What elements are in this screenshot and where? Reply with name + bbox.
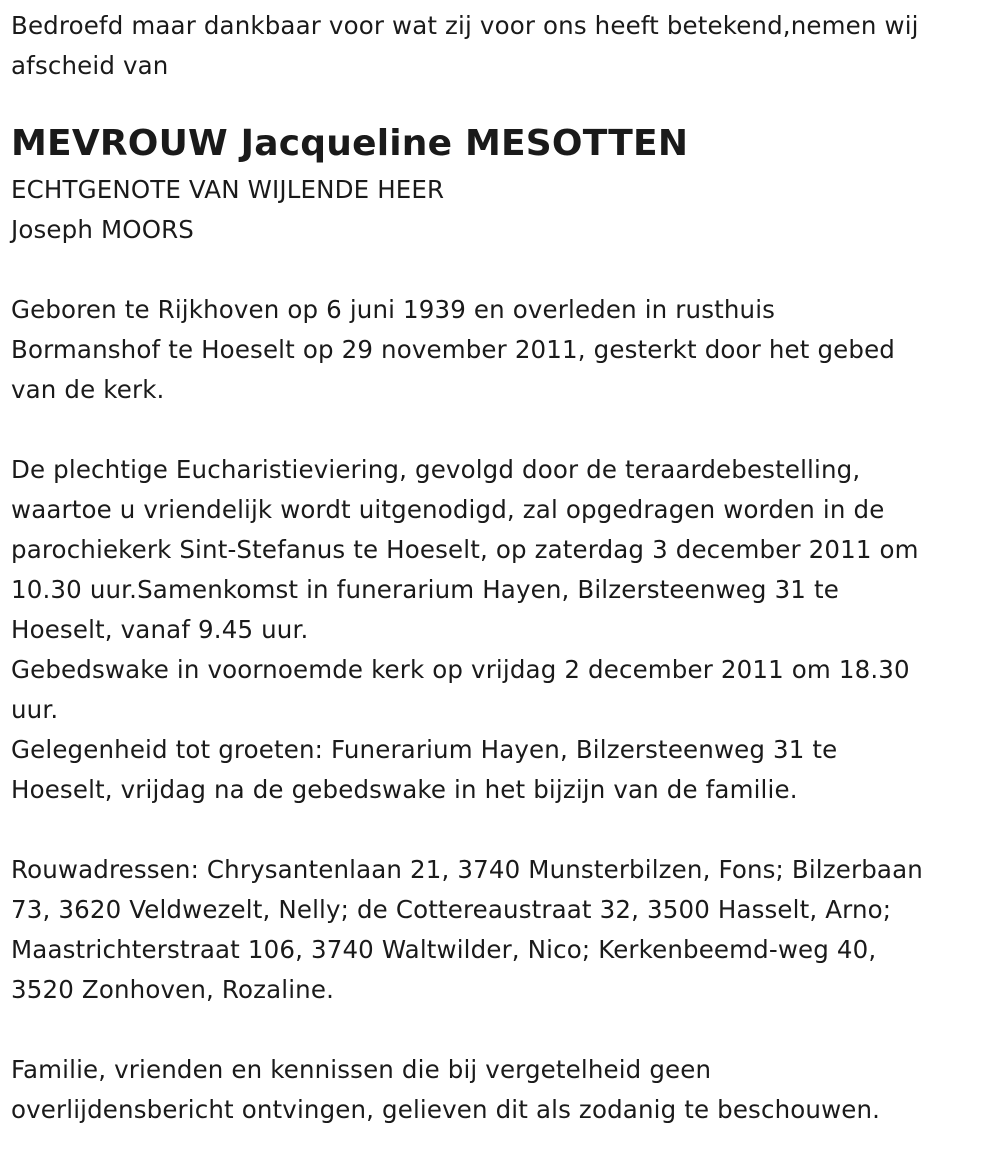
text-line: Gebedswake in voornoemde kerk op vrijdag 2 december 2011 om 18.30 [11, 655, 910, 684]
text-line: waartoe u vriendelijk wordt uitgenodigd, zal opgedragen worden in de [11, 495, 885, 524]
text-line: De plechtige Eucharistieviering, gevolgd door de teraardebestelling, [11, 455, 861, 484]
paragraph-gap [11, 1010, 991, 1050]
text-line: 73, 3620 Veldwezelt, Nelly; de Cottereaustraat 32, 3500 Hasselt, Arno; [11, 895, 892, 924]
text-line: ECHTGENOTE VAN WIJLENDE HEER [11, 175, 445, 204]
text-line: uur. [11, 695, 59, 724]
text-line: parochiekerk Sint-Stefanus te Hoeselt, op zaterdag 3 december 2011 om [11, 535, 919, 564]
text-line: Bedroefd maar dankbaar voor wat zij voor ons heeft betekend,nemen wij [11, 11, 919, 40]
text-line: 10.30 uur.Samenkomst in funerarium Hayen, Bilzersteenweg 31 te [11, 575, 839, 604]
text-line: Familie, vrienden en kennissen die bij vergetelheid geen [11, 1055, 712, 1084]
addresses-paragraph [11, 850, 991, 1010]
text-line: 3520 Zonhoven, Rozaline. [11, 975, 335, 1004]
text-line: Gelegenheid tot groeten: Funerarium Hayen, Bilzersteenweg 31 te [11, 735, 838, 764]
intro-paragraph [11, 6, 991, 86]
spouse-paragraph [11, 170, 991, 250]
ceremony-paragraph [11, 450, 991, 810]
text-line: afscheid van [11, 51, 169, 80]
deceased-name: MEVROUW Jacqueline MESOTTEN [11, 123, 689, 164]
closing-paragraph [11, 1050, 991, 1130]
paragraph-gap [11, 250, 991, 290]
paragraph-gap [11, 410, 991, 450]
text-line: van de kerk. [11, 375, 165, 404]
text-line: Bormanshof te Hoeselt op 29 november 2011, gesterkt door het gebed [11, 335, 896, 364]
paragraph-gap [11, 810, 991, 850]
birth-death-paragraph [11, 290, 991, 410]
text-line: Geboren te Rijkhoven op 6 juni 1939 en overleden in rusthuis [11, 295, 776, 324]
text-line: Hoeselt, vrijdag na de gebedswake in het bijzijn van de familie. [11, 775, 798, 804]
obituary-notice [11, 6, 991, 1130]
text-line: Rouwadressen: Chrysantenlaan 21, 3740 Munsterbilzen, Fons; Bilzerbaan [11, 855, 923, 884]
text-line: Hoeselt, vanaf 9.45 uur. [11, 615, 309, 644]
text-line: Maastrichterstraat 106, 3740 Waltwilder, Nico; Kerkenbeemd-weg 40, [11, 935, 877, 964]
text-line: Joseph MOORS [11, 215, 195, 244]
text-line: overlijdensbericht ontvingen, gelieven dit als zodanig te beschouwen. [11, 1095, 881, 1124]
